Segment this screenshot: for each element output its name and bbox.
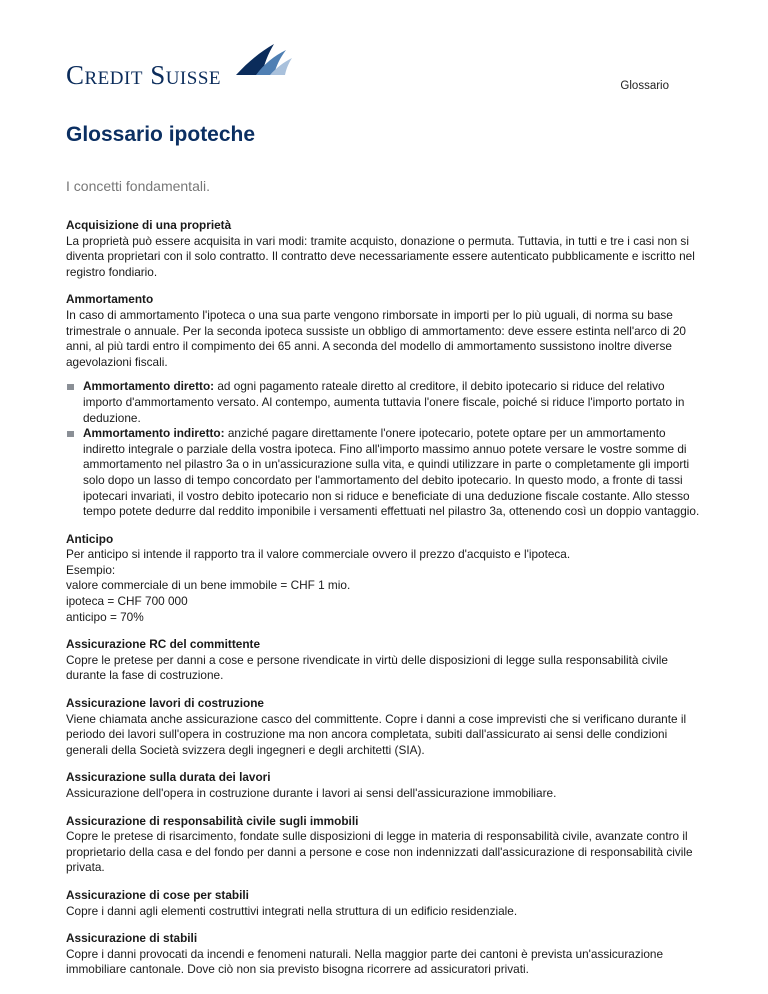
list-item [66,426,706,520]
text-line: Per anticipo si intende il rapporto tra il valore commerciale ovvero il prezzo d'acquisto e l'ipoteca. [66,547,571,562]
glossary-entry [66,696,706,758]
glossary-entry [66,532,706,626]
bullet-term: Ammortamento diretto: [83,379,215,394]
bullet-text: ad ogni pagamento rateale diretto al creditore, il debito ipotecario si riduce del relativo importo d'ammortamento versato. Al contempo, aumenta tuttavia l'onere fiscale, poiché si riduce l'importo portato in deduzione. [83,379,685,425]
entry-text: Copre le pretese di risarcimento, fondate sulle disposizioni di legge in materia di responsabilità civile, avanzate contro il proprietario della casa e del fondo per danni a persone e cose non indennizzati dall'assicurazione di responsabilità civile privata. [66,829,693,875]
entry-title: Assicurazione lavori di costruzione [66,696,264,711]
entry-title: Ammortamento [66,292,154,307]
square-bullet-icon [67,384,74,390]
credit-suisse-logo [66,42,286,98]
entry-text [66,547,706,625]
page-title: Glossario ipoteche [66,123,256,146]
entry-text: Assicurazione dell'opera in costruzione durante i lavori ai sensi dell'assicurazione immobiliare. [66,786,557,800]
entry-title: Assicurazione di stabili [66,931,198,946]
page-subtitle: I concetti fondamentali. [66,178,210,194]
entry-text: La proprietà può essere acquisita in vari modi: tramite acquisto, donazione o permuta. Tuttavia, in tutti e tre i casi non si diventa proprietari con il solo contratto. Il contratto deve necessariamente essere autenticato pubblicamente e iscritto nel registro fondiario. [66,233,695,279]
entry-title: Anticipo [66,531,114,546]
entry-text: In caso di ammortamento l'ipoteca o una sua parte vengono rimborsate in importi per lo più uguali, di norma su base trimestrale o annuale. Per la seconda ipoteca sussiste un obbligo di ammortamento: deve essere estinta nell'arco di 20 anni, al più tardi entro il compimento dei 65 anni. A seconda del modello di ammortamento sussistono inoltre diverse agevolazioni fiscali. [66,307,686,369]
glossary-entry [66,770,706,801]
glossary-entry [66,888,706,919]
text-line: Esempio: [66,562,116,577]
bullet-list [66,379,706,519]
logo-wordmark: Credit Suisse [66,60,221,90]
entry-title: Assicurazione di responsabilità civile sugli immobili [66,813,359,828]
entry-text: Copre le pretese per danni a cose e persone rivendicate in virtù delle disposizioni di legge sulla responsabilità civile durante la fase di costruzione. [66,652,668,683]
bullet-text: anziché pagare direttamente l'onere ipotecario, potete optare per un ammortamento indiretto integrale o parziale della vostra ipoteca. Fino all'importo massimo annuo potete versare le vostre somme di ammortamento nel pilastro 3a o in un'assicurazione sulla vita, e quindi utilizzare in parte o completamente gli importi solo dopo un lasso di tempo concordato per l'ammortamento del debito ipotecario. In questo modo, a fronte di tassi ipotecari invariati, il vostro debito ipotecario non si riduce e beneficiate di una deduzione fiscale costante. Allo stesso tempo potete dedurre dal reddito imponibile i versamenti effettuati nel pilastro 3a, ottenendo così un doppio vantaggio. [83,426,700,519]
entry-text: Copre i danni agli elementi costruttivi integrati nella struttura di un edificio residenziale. [66,903,518,918]
text-line: anticipo = 70% [66,609,144,624]
glossary-entry [66,931,706,978]
text-line: ipoteca = CHF 700 000 [66,594,188,609]
header-section-label: Glossario [620,80,669,92]
entry-title: Assicurazione di cose per stabili [66,887,249,902]
entry-text: Viene chiamata anche assicurazione casco del committente. Copre i danni a cose imprevisti che si verificano durante il periodo dei lavori sull'opera in costruzione ma non ancora completata, subiti dall'assicurato ai sensi delle condizioni generali della Società svizzera degli ingegneri e degli architetti (SIA). [66,711,687,757]
entry-title: Acquisizione di una proprietà [66,218,232,232]
entry-title: Assicurazione sulla durata dei lavori [66,770,271,785]
bullet-term: Ammortamento indiretto: [83,426,225,441]
glossary-entry [66,218,706,280]
glossary-entry [66,814,706,876]
text-line: valore commerciale di un bene immobile = CHF 1 mio. [66,578,351,593]
list-item [66,379,706,426]
entry-title: Assicurazione RC del committente [66,637,261,652]
sails-logo-icon [234,42,294,76]
glossary-entry [66,637,706,684]
glossary-entry [66,292,706,519]
square-bullet-icon [67,431,74,437]
entry-text: Copre i danni provocati da incendi e fenomeni naturali. Nella maggior parte dei cantoni è prevista un'assicurazione immobiliare cantonale. Dove ciò non sia previsto bisogna ricorrere ad assicuratori privati. [66,946,664,977]
glossary-content [66,218,706,990]
